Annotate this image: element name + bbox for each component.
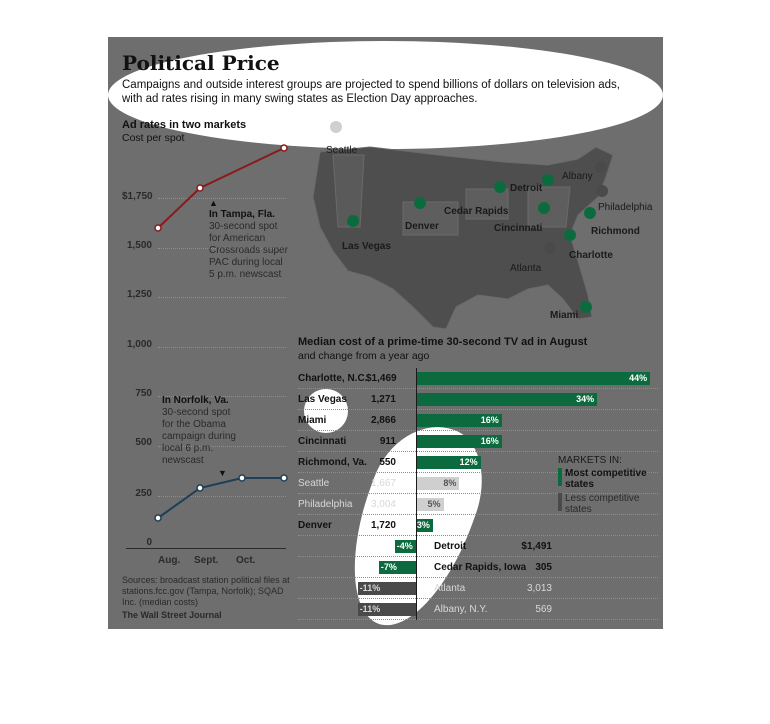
map-marker-richmond	[584, 207, 596, 219]
bar	[417, 372, 650, 385]
map-label-cincinnati: Cincinnati	[494, 223, 543, 234]
map-marker-charlotte	[564, 229, 576, 241]
map-marker-cedar-rapids	[414, 197, 426, 209]
bar-cost-label: 911	[379, 436, 396, 447]
bar-cost-label: 1,271	[370, 394, 396, 405]
bar-row-divider	[298, 430, 658, 431]
map-marker-atlanta	[544, 242, 556, 254]
norfolk-note-title: In Norfolk, Va.	[162, 395, 229, 406]
map-label-denver: Denver	[405, 221, 439, 232]
map-marker-albany	[595, 161, 607, 173]
bar-category-label: Cedar Rapids, Iowa	[434, 562, 527, 573]
bar	[417, 393, 597, 406]
bar-cost-label: 1,667	[370, 478, 396, 489]
y-tick-label: 750	[135, 388, 152, 399]
bar-category-label: Richmond, Va.	[298, 457, 367, 468]
bar-chart-subtitle: and change from a year ago	[298, 350, 430, 362]
credit-line: The Wall Street Journal	[122, 610, 222, 620]
map-label-albany: Albany	[562, 171, 593, 182]
legend-swatch-competitive	[558, 468, 562, 486]
map-marker-detroit	[494, 181, 506, 193]
bar-value-label: 3%	[416, 520, 430, 530]
bar-cost-label: $1,469	[366, 373, 397, 384]
bar-category-label: Seattle	[298, 478, 330, 489]
map-marker-miami	[580, 301, 592, 313]
bar-row-divider	[298, 451, 658, 452]
bar-row-divider	[298, 556, 658, 557]
bar-row-divider	[298, 535, 658, 536]
bar-value-label: -7%	[380, 562, 397, 572]
bar-cost-label: 305	[535, 562, 552, 573]
y-tick-label: 1,000	[126, 339, 152, 350]
bar-value-label: -11%	[359, 604, 381, 614]
map-label-detroit: Detroit	[510, 183, 543, 194]
x-tick-label: Oct.	[236, 555, 256, 566]
sources-note: Sources: broadcast station political files at stations.fcc.gov (Tampa, Norfolk); SQAD Inc. (median costs)	[122, 575, 290, 607]
infographic-panel	[108, 37, 663, 629]
x-tick-label: Sept.	[194, 555, 219, 566]
line-chart-title: Ad rates in two markets	[122, 119, 247, 131]
map-marker-denver	[347, 215, 359, 227]
bar-value-label: 16%	[480, 436, 499, 446]
bar-value-label: 5%	[427, 499, 441, 509]
bar-row-divider	[298, 388, 658, 389]
map-label-las-vegas: Las Vegas	[342, 241, 391, 252]
map-label-seattle: Seattle	[326, 145, 358, 156]
bar-category-label: Charlotte, N.C.	[298, 373, 368, 384]
bar-row-divider	[298, 598, 658, 599]
line-chart-subtitle: Cost per spot	[122, 132, 185, 144]
x-tick-label: Aug.	[158, 555, 181, 566]
page-title: Political Price	[122, 51, 280, 75]
tampa-annotation: ▲ In Tampa, Fla. 30-second spot for American Crossroads super PAC during local 5 p.m. newscast	[209, 198, 288, 280]
y-tick-label: 0	[146, 537, 152, 548]
legend-title: MARKETS IN:	[558, 455, 622, 466]
map-marker-cincinnati	[538, 202, 550, 214]
y-tick-label: $1,750	[122, 191, 153, 202]
bar-row-divider	[298, 619, 658, 620]
legend-swatch-less	[558, 493, 562, 511]
bar-row-divider	[298, 409, 658, 410]
map-marker-las-vegas	[542, 174, 554, 186]
us-map-shape	[108, 37, 663, 629]
bar-value-label: 34%	[576, 394, 595, 404]
bar-category-label: Philadelphia	[298, 499, 353, 510]
legend-label-competitive: Most competitive states	[565, 468, 647, 490]
map-label-cedar-rapids: Cedar Rapids	[444, 206, 509, 217]
bar-value-label: 8%	[443, 478, 457, 488]
map-label-richmond: Richmond	[591, 226, 640, 237]
page-subtitle: Campaigns and outside interest groups are projected to spend billions of dollars on television ads, with ad rates rising in many swing states as Election Day approaches.	[122, 79, 620, 105]
bar-chart-title: Median cost of a prime-time 30-second TV ad in August	[298, 336, 588, 348]
bar-category-label: Albany, N.Y.	[434, 604, 488, 615]
bar-category-label: Las Vegas	[298, 394, 347, 405]
map-label-philadelphia: Philadelphia	[598, 202, 653, 213]
bar-cost-label: 3,004	[370, 499, 396, 510]
bar-value-label: -11%	[359, 583, 381, 593]
bar-cost-label: 2,866	[370, 415, 396, 426]
y-tick-label: 500	[135, 437, 152, 448]
bar-row-divider	[298, 577, 658, 578]
legend-label-less: Less competitive states	[565, 493, 640, 515]
map-marker-seattle	[330, 121, 342, 133]
bar-value-label: -4%	[396, 541, 413, 551]
bar-category-label: Denver	[298, 520, 332, 531]
bar-value-label: 12%	[459, 457, 478, 467]
map-label-miami: Miami	[550, 310, 579, 321]
y-tick-label: 1,250	[126, 289, 152, 300]
tampa-note-title: In Tampa, Fla.	[209, 209, 275, 220]
bar-category-label: Cincinnati	[298, 436, 347, 447]
bar-value-label: 44%	[629, 373, 648, 383]
norfolk-annotation: In Norfolk, Va. 30-second spot for the Obama campaign during local 6 p.m. newscast ▼	[162, 395, 242, 479]
map-marker-philadelphia	[596, 185, 608, 197]
y-tick-label: 250	[135, 488, 152, 499]
bar-category-label: Detroit	[434, 541, 467, 552]
map-label-charlotte: Charlotte	[569, 250, 613, 261]
bar-cost-label: 550	[379, 457, 396, 468]
y-tick-label: 1,500	[126, 240, 152, 251]
map-label-atlanta: Atlanta	[510, 263, 542, 274]
bar-value-label: 16%	[480, 415, 499, 425]
bar-cost-label: $1,491	[521, 541, 552, 552]
bar-cost-label: 569	[535, 604, 552, 615]
bar-category-label: Atlanta	[434, 583, 466, 594]
norfolk-note-body: 30-second spot for the Obama campaign during local 6 p.m. newscast	[162, 407, 236, 466]
bar-cost-label: 1,720	[370, 520, 396, 531]
tampa-note-body: 30-second spot for American Crossroads super PAC during local 5 p.m. newscast	[209, 221, 288, 280]
bar-cost-label: 3,013	[526, 583, 552, 594]
bar-category-label: Miami	[298, 415, 327, 426]
